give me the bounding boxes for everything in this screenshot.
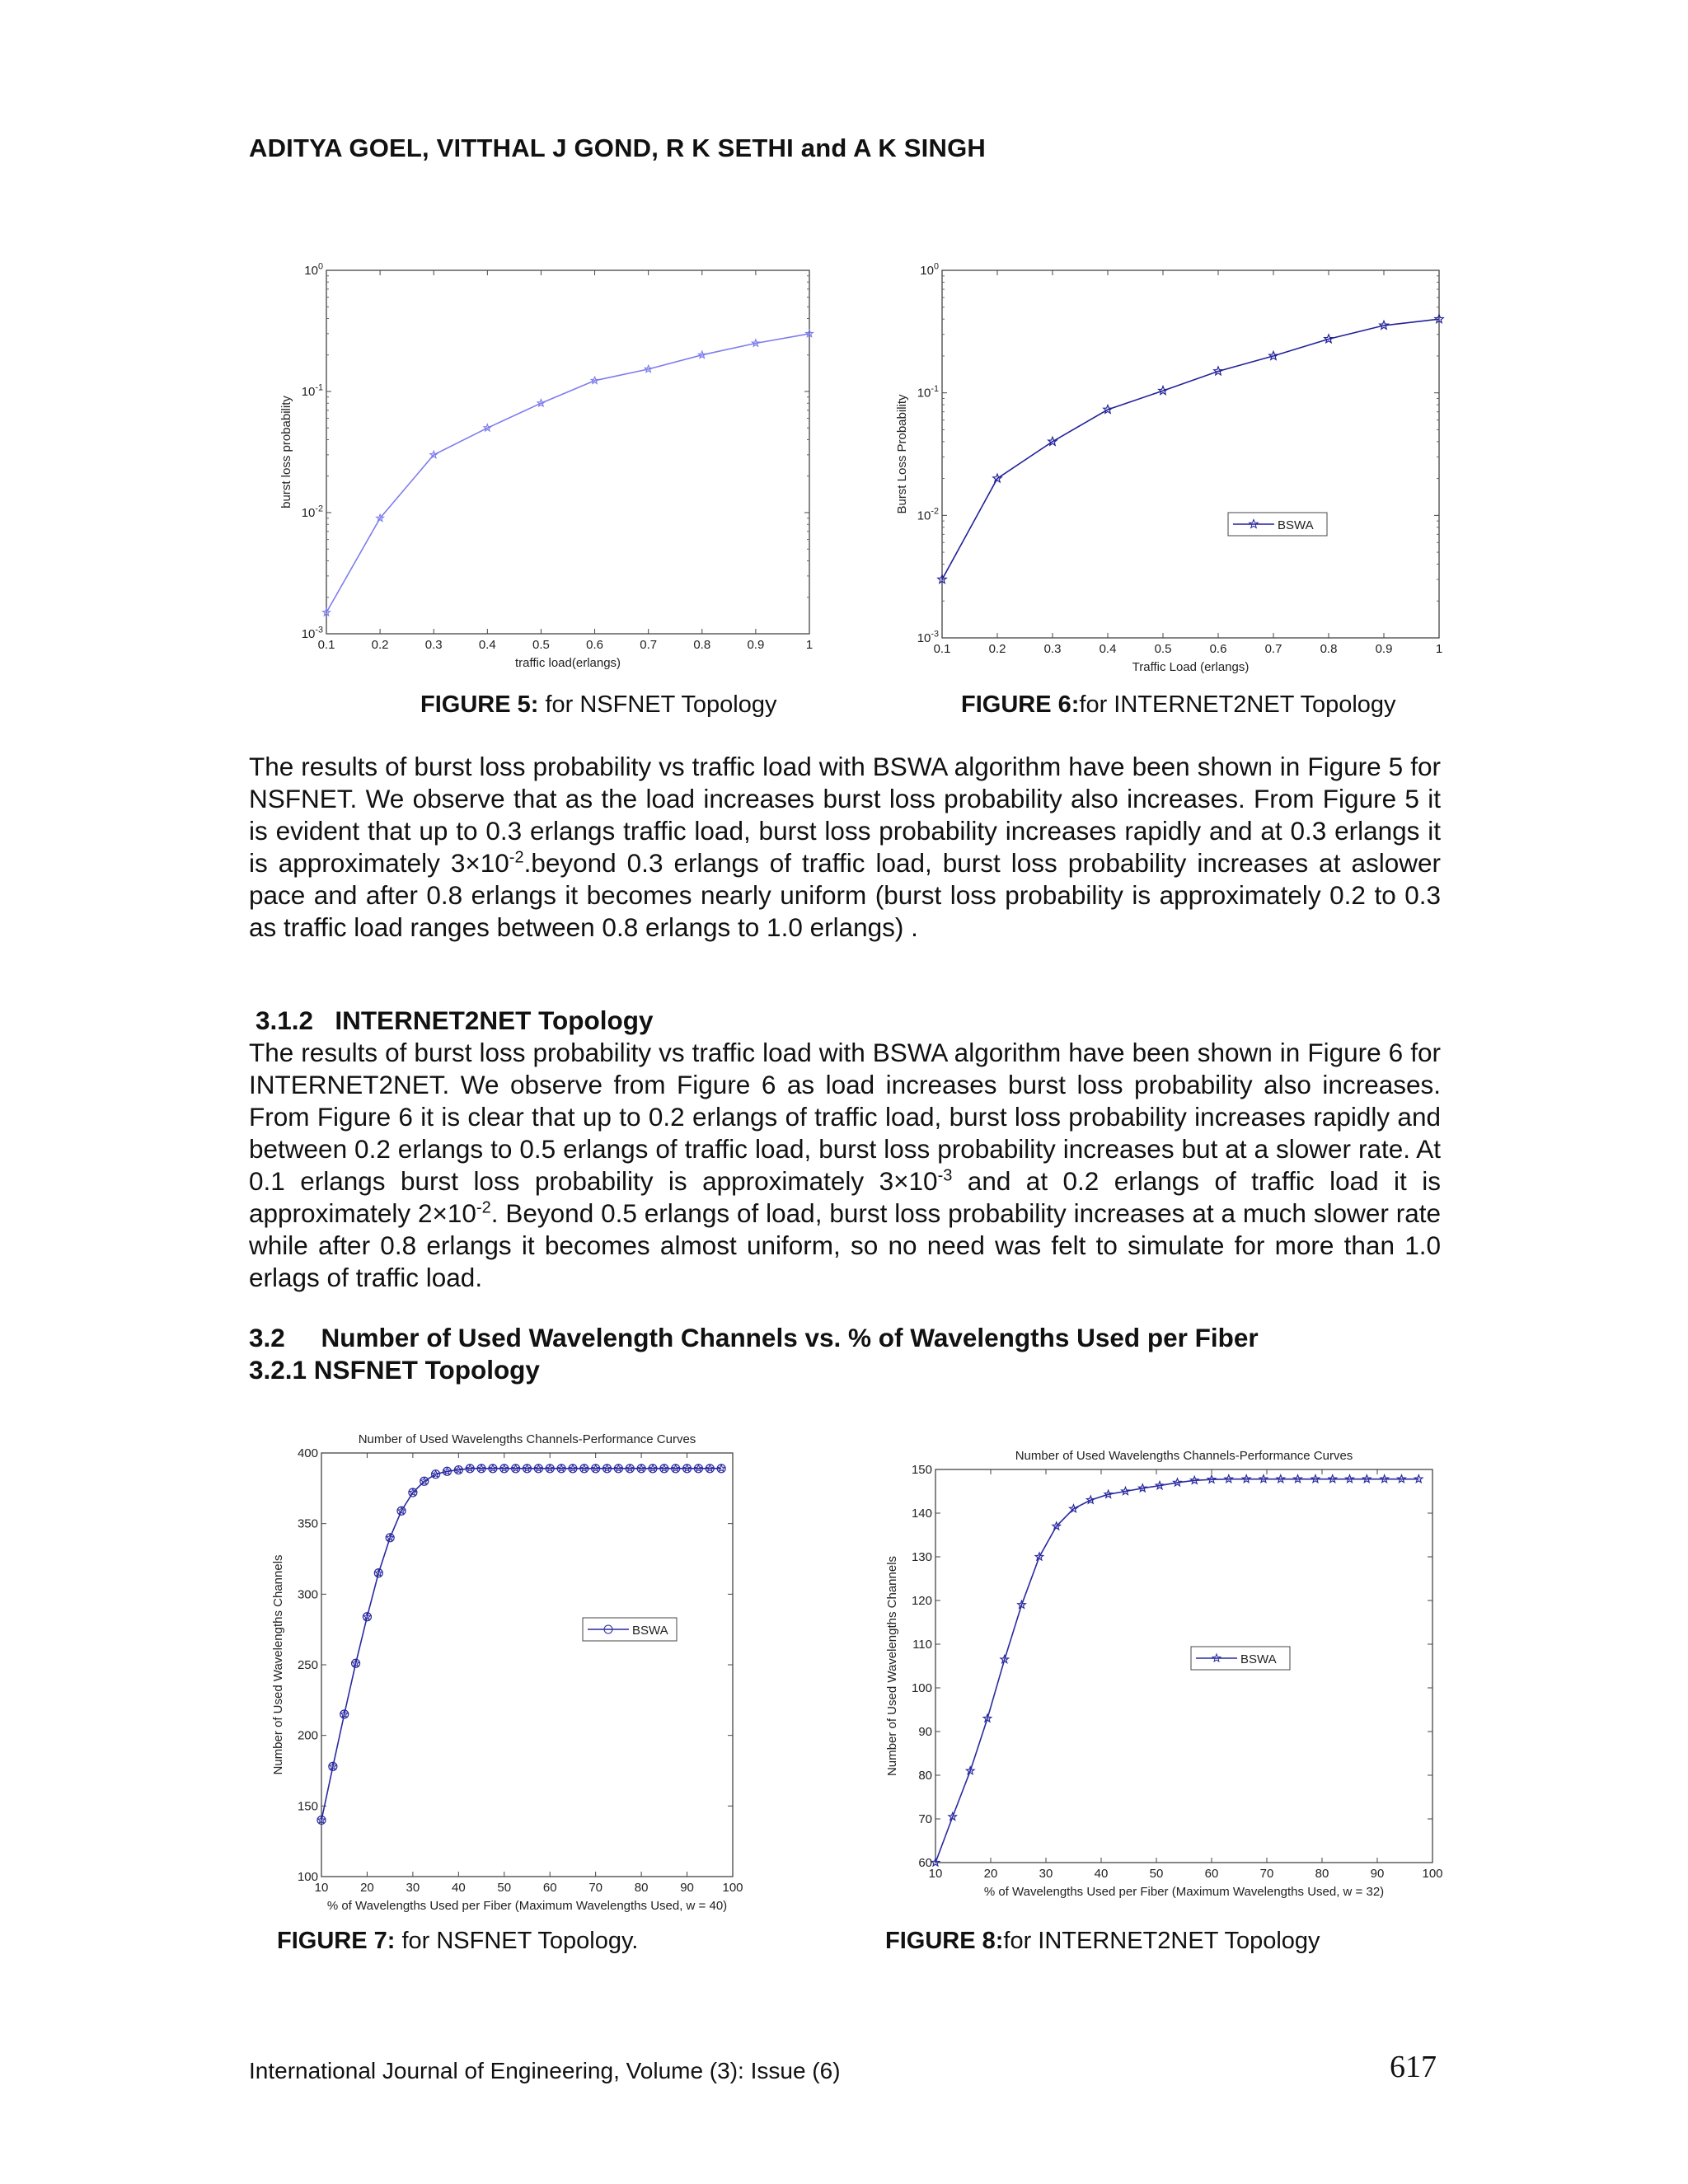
paragraph-results-nsfnet — [249, 751, 1441, 944]
p1-superscript: -2 — [509, 848, 524, 867]
x-tick-label: 10 — [314, 1881, 329, 1895]
y-tick-label: 90 — [918, 1725, 932, 1739]
figure-8-svg — [878, 1434, 1455, 1899]
plot-frame — [321, 1453, 733, 1877]
x-axis-label: Traffic Load (erlangs) — [1132, 660, 1250, 674]
y-tick-label: 100 — [911, 1681, 932, 1695]
p2-superscript-2: -2 — [476, 1198, 491, 1217]
y-tick-label: $10^{-1}$ — [917, 383, 939, 401]
figure-8-chart — [878, 1434, 1455, 1899]
p1-text-b: .beyond 0.3 erlangs of traffic load, burst loss probability increases at aslower pace and after 0.8 erlangs it becomes nearly uniform (burst loss probability is approximately 0.2 to 0.3 as traffic load ranges between 0.8 erlangs to 1.0 erlangs) . — [249, 848, 1441, 942]
figure-8-caption-text: for INTERNET2NET Topology — [1003, 1928, 1320, 1954]
footer-journal: International Journal of Engineering, Volume (3): Issue (6) — [249, 2058, 841, 2083]
y-tick-label: 150 — [911, 1463, 932, 1477]
x-tick-label: 0.6 — [586, 638, 603, 652]
x-tick-label: 70 — [588, 1881, 603, 1895]
section-3-1-2-heading: 3.1.2 INTERNET2NET Topology — [256, 1005, 654, 1035]
x-axis-label: traffic load(erlangs) — [514, 656, 621, 670]
x-tick-label: 1 — [805, 638, 814, 652]
x-tick-label: 0.3 — [1043, 642, 1062, 656]
x-tick-label: 40 — [451, 1881, 466, 1895]
x-tick-label: 0.8 — [1320, 642, 1338, 656]
x-tick-label: 50 — [497, 1881, 512, 1895]
y-tick-label: 300 — [297, 1587, 318, 1602]
y-tick-label: 200 — [297, 1728, 318, 1743]
x-tick-label: 0.1 — [317, 638, 335, 652]
y-tick-label: $10^0$ — [920, 261, 939, 278]
figure-8-label: FIGURE 8: — [885, 1928, 1004, 1954]
figure-5-chart — [264, 255, 832, 684]
section-3-2-1-heading: 3.2.1 NSFNET Topology — [249, 1355, 540, 1385]
figure-7-caption — [277, 1928, 638, 1955]
y-tick-label: 80 — [918, 1769, 932, 1783]
x-tick-label: 10 — [928, 1867, 943, 1881]
x-tick-label: 30 — [1039, 1867, 1053, 1881]
x-tick-label: 0.3 — [424, 638, 443, 652]
x-tick-label: 0.4 — [1099, 642, 1117, 656]
plot-frame — [326, 270, 809, 634]
x-tick-label: 30 — [406, 1881, 420, 1895]
figure-5-svg — [264, 255, 832, 684]
y-axis-label: burst loss probability — [279, 396, 293, 509]
x-tick-label: 0.4 — [478, 638, 496, 652]
x-tick-label: 0.8 — [693, 638, 711, 652]
chart-title: Number of Used Wavelengths Channels-Performance Curves — [358, 1432, 696, 1446]
y-tick-label: $10^{-3}$ — [917, 629, 939, 645]
figure-6-chart — [886, 255, 1463, 684]
y-tick-label: 100 — [297, 1870, 318, 1884]
legend-label: BSWA — [632, 1624, 668, 1638]
running-header: ADITYA GOEL, VITTHAL J GOND, R K SETHI and A K SINGH — [249, 134, 986, 162]
x-tick-label: 0.5 — [1154, 642, 1172, 656]
x-tick-label: 1 — [1435, 642, 1443, 656]
x-tick-label: 0.7 — [1264, 642, 1282, 656]
x-tick-label: 20 — [983, 1867, 998, 1881]
x-tick-label: 90 — [680, 1881, 694, 1895]
x-tick-label: 0.9 — [747, 638, 765, 652]
x-tick-label: 70 — [1259, 1867, 1274, 1881]
y-tick-label: 140 — [911, 1507, 932, 1521]
x-tick-label: 0.2 — [988, 642, 1006, 656]
y-tick-label: 60 — [918, 1856, 932, 1870]
plot-frame — [942, 270, 1439, 638]
y-axis-label: Burst Loss Probability — [895, 394, 909, 514]
figure-5-caption-text: for NSFNET Topology — [538, 691, 777, 718]
figure-7-svg — [264, 1418, 841, 1913]
legend-label: BSWA — [1240, 1652, 1277, 1666]
figure-6-caption-text: for INTERNET2NET Topology — [1079, 691, 1396, 718]
p2-text-a: The results of burst loss probability vs traffic load with BSWA algorithm have been shown in Figure 6 for INTERNET2NET. We observe from Figure 6 as load increases burst loss probability also increases. From Figure 6 it is clear that up to 0.2 erlangs of traffic load, burst loss probability increases rapidly and between 0.2 erlangs to 0.5 erlangs of traffic load, burst loss probability increases but at a slower rate. At 0.1 erlangs burst loss probability is approximately 3×10 — [249, 1038, 1441, 1196]
x-tick-label: 0.9 — [1375, 642, 1393, 656]
figure-7-caption-text: for NSFNET Topology. — [395, 1928, 639, 1954]
y-tick-label: $10^{-3}$ — [301, 625, 323, 641]
figure-6-svg — [886, 255, 1463, 684]
y-tick-label: 400 — [297, 1446, 318, 1460]
figure-6-caption — [961, 691, 1396, 719]
x-tick-label: 90 — [1370, 1867, 1385, 1881]
y-tick-label: $10^{-2}$ — [917, 506, 939, 523]
p2-text-b: and at 0.2 erlangs of traffic load it is approximately 2×10 — [249, 1166, 1441, 1228]
x-tick-label: 60 — [542, 1881, 557, 1895]
y-tick-label: 250 — [297, 1658, 318, 1672]
section-3-2-heading: 3.2 Number of Used Wavelength Channels vs. % of Wavelengths Used per Fiber — [249, 1323, 1259, 1352]
y-tick-label: 150 — [297, 1799, 318, 1814]
x-tick-label: 60 — [1204, 1867, 1219, 1881]
x-tick-label: 80 — [634, 1881, 649, 1895]
p2-text-c: . Beyond 0.5 erlangs of load, burst loss probability increases at a much slower rate while after 0.8 erlangs it becomes almost uniform, so no need was felt to simulate for more than 1.0 erlags of traffic load. — [249, 1198, 1441, 1292]
y-tick-label: $10^0$ — [304, 261, 323, 278]
figure-6-label: FIGURE 6: — [961, 691, 1080, 718]
x-tick-label: 0.5 — [532, 638, 550, 652]
y-tick-label: 130 — [911, 1550, 932, 1564]
y-tick-label: $10^{-1}$ — [301, 382, 323, 399]
x-tick-label: 100 — [1422, 1867, 1443, 1881]
figure-7-label: FIGURE 7: — [277, 1928, 396, 1954]
p1-text-a: The results of burst loss probability vs traffic load with BSWA algorithm have been shown in Figure 5 for NSFNET. We observe that as the load increases burst loss probability also increases. From Figure 5 it is evident that up to 0.3 erlangs traffic load, burst loss probability increases rapidly and at 0.3 erlangs it is approximately 3×10 — [249, 752, 1441, 878]
x-tick-label: 100 — [722, 1881, 743, 1895]
figure-5-caption — [420, 691, 776, 719]
x-axis-label: % of Wavelengths Used per Fiber (Maximum Wavelengths Used, w = 40) — [326, 1899, 728, 1913]
figure-8-caption — [885, 1928, 1320, 1955]
legend-label: BSWA — [1278, 518, 1314, 532]
x-axis-label: % of Wavelengths Used per Fiber (Maximum Wavelengths Used, w = 32) — [983, 1885, 1385, 1899]
figure-5-label: FIGURE 5: — [420, 691, 539, 718]
x-tick-label: 50 — [1149, 1867, 1164, 1881]
chart-title: Number of Used Wavelengths Channels-Performance Curves — [1015, 1449, 1353, 1463]
x-tick-label: 0.2 — [371, 638, 389, 652]
paragraph-results-internet2net — [249, 1037, 1441, 1294]
x-tick-label: 20 — [360, 1881, 374, 1895]
y-tick-label: 120 — [911, 1594, 932, 1608]
p2-superscript-1: -3 — [937, 1166, 953, 1185]
figure-7-chart — [264, 1418, 841, 1913]
x-tick-label: 80 — [1315, 1867, 1329, 1881]
y-tick-label: 110 — [912, 1638, 932, 1652]
page-number: 617 — [1390, 2050, 1437, 2084]
y-tick-label: $10^{-2}$ — [301, 504, 323, 520]
plot-frame — [935, 1469, 1432, 1863]
y-axis-label: Number of Used Wavelengths Channels — [885, 1555, 899, 1777]
x-tick-label: 0.7 — [640, 638, 658, 652]
y-axis-label: Number of Used Wavelengths Channels — [271, 1554, 285, 1775]
x-tick-label: 40 — [1094, 1867, 1109, 1881]
x-tick-label: 0.6 — [1209, 642, 1227, 656]
y-tick-label: 70 — [918, 1812, 932, 1826]
y-tick-label: 350 — [297, 1516, 318, 1531]
x-tick-label: 0.1 — [933, 642, 951, 656]
